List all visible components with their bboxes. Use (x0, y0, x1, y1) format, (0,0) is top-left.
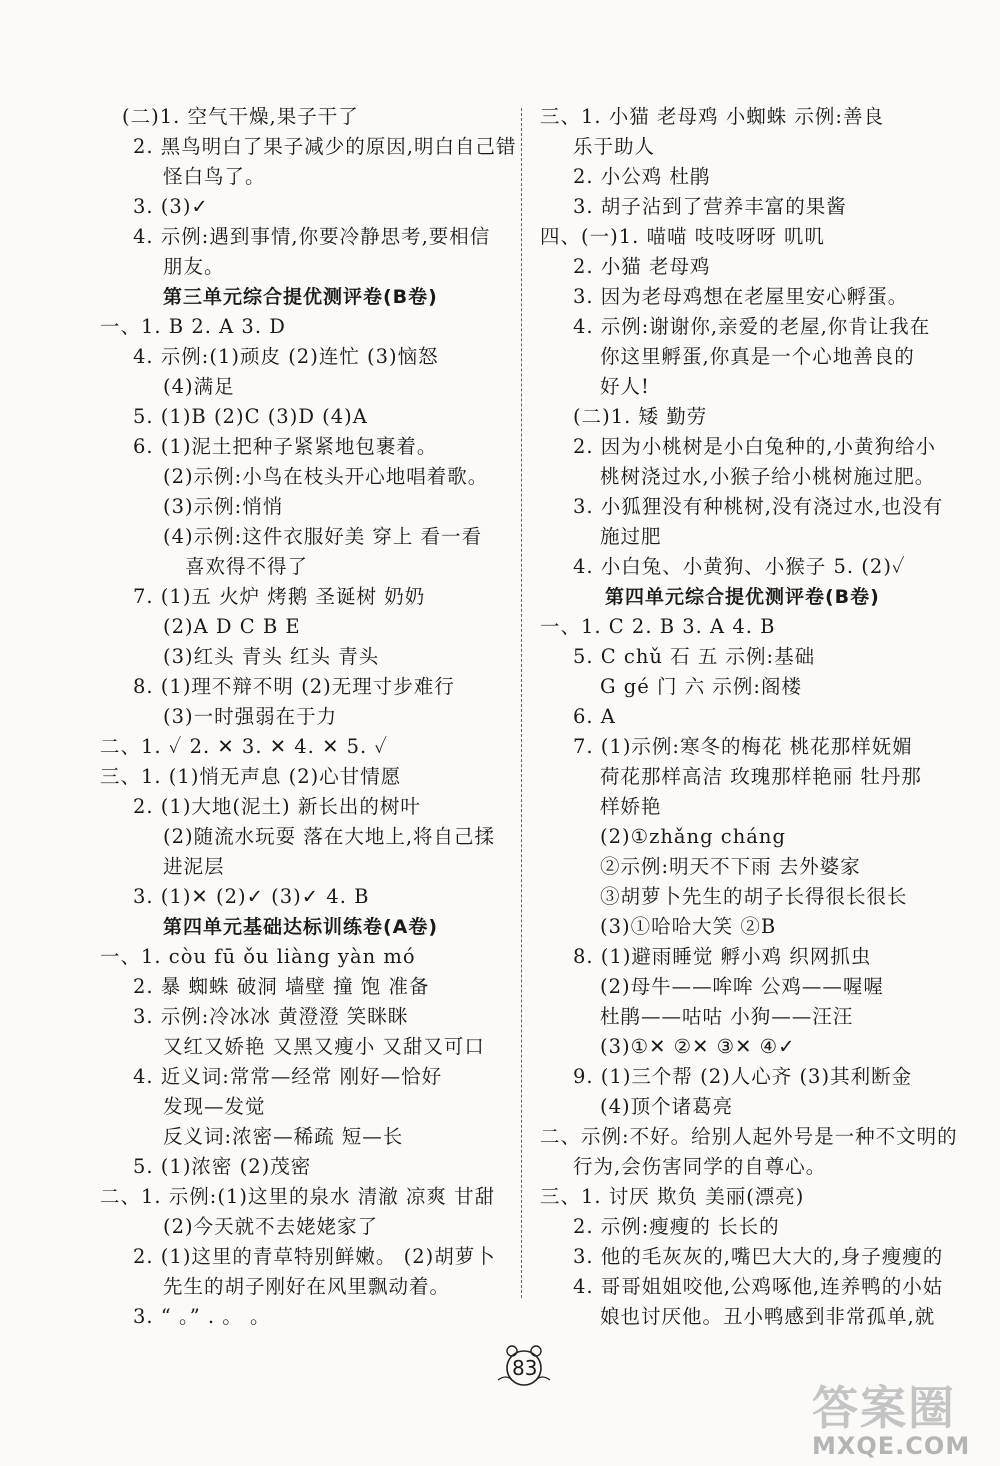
answer-line: 你这里孵蛋,你真是一个心地善良的 (600, 345, 915, 368)
answer-line: 3. 小狐狸没有种桃树,没有浇过水,也没有 (573, 495, 944, 518)
answer-line: 先生的胡子刚好在风里飘动着。 (163, 1275, 451, 1298)
answer-line: 反义词:浓密—稀疏 短—长 (163, 1125, 404, 1148)
answer-line: 好人! (600, 375, 650, 398)
answer-line: 荷花那样高洁 玫瑰那样艳丽 牡丹那 (600, 765, 922, 788)
answer-line: (二)1. 矮 勤劳 (573, 405, 708, 428)
answer-line: 2. 小猫 老母鸡 (573, 255, 711, 278)
answer-line: 7. (1)五 火炉 烤鹅 圣诞树 奶奶 (133, 585, 426, 608)
answer-line: 4. 哥哥姐姐咬他,公鸡啄他,连养鸭的小姑 (573, 1275, 944, 1298)
answer-line: 三、1. 小猫 老母鸡 小蜘蛛 示例:善良 (540, 105, 884, 128)
answer-line: 3. (3)✓ (133, 195, 209, 218)
answer-line: ②示例:明天不下雨 去外婆家 (600, 855, 861, 878)
answer-line: 一、1. B 2. A 3. D (100, 315, 286, 338)
answer-line: 6. A (573, 705, 616, 728)
answer-line: (3)示例:悄悄 (163, 495, 284, 518)
answer-line: 二、1. 示例:(1)这里的泉水 清澈 凉爽 甘甜 (100, 1185, 496, 1208)
answer-line: 二、示例:不好。给别人起外号是一种不文明的 (540, 1125, 958, 1148)
answer-line: (4)满足 (163, 375, 235, 398)
answer-line: 9. (1)三个帮 (2)人心齐 (3)其利断金 (573, 1065, 913, 1088)
section-heading: 第四单元综合提优测评卷(B卷) (605, 586, 880, 608)
answer-line: 怪白鸟了。 (163, 165, 266, 188)
answer-line: 喜欢得不得了 (185, 555, 309, 578)
section-heading: 第三单元综合提优测评卷(B卷) (163, 286, 438, 308)
answer-line: 4. 示例:遇到事情,你要冷静思考,要相信 (133, 225, 491, 248)
answer-line: (2)母牛——哞哞 公鸡——喔喔 (600, 975, 884, 998)
answer-line: (3)①哈哈大笑 ②B (600, 915, 777, 938)
answer-line: 娘也讨厌他。丑小鸭感到非常孤单,就 (600, 1305, 936, 1328)
answer-line: 4. 示例:(1)顽皮 (2)连忙 (3)恼怒 (133, 345, 439, 368)
answer-line: 7. (1)示例:寒冬的梅花 桃花那样妩媚 (573, 735, 913, 758)
answer-line: 2. 示例:瘦瘦的 长长的 (573, 1215, 780, 1238)
answer-line: 8. (1)避雨睡觉 孵小鸡 织网抓虫 (573, 945, 872, 968)
answer-line: (二)1. 空气干燥,果子干了 (122, 105, 359, 128)
answer-line: 4. 近义词:常常—经常 刚好—恰好 (133, 1065, 443, 1088)
answer-line: 5. C chǔ 石 五 示例:基础 (573, 645, 816, 668)
answer-line: 2. 暴 蜘蛛 破洞 墙壁 撞 饱 准备 (133, 975, 430, 998)
answer-line: 3. 他的毛灰灰的,嘴巴大大的,身子瘦瘦的 (573, 1245, 944, 1268)
answer-line: 3. (1)✕ (2)✓ (3)✓ 4. B (133, 885, 370, 908)
answer-line: 三、1. (1)悄无声息 (2)心甘情愿 (100, 765, 402, 788)
answer-line: 3. 胡子沾到了营养丰富的果酱 (573, 195, 847, 218)
answer-line: (4)顶个诸葛亮 (600, 1095, 734, 1118)
watermark-url: MXQE.COM (812, 1432, 971, 1460)
answer-line: (3)红头 青头 红头 青头 (163, 645, 380, 668)
watermark-mark: 答案圈 (812, 1381, 956, 1435)
column-divider (521, 108, 522, 1298)
answer-line: (4)示例:这件衣服好美 穿上 看一看 (163, 525, 483, 548)
answer-line: 一、1. C 2. B 3. A 4. B (540, 615, 776, 638)
answer-line: 施过肥 (600, 525, 662, 548)
answer-line: 2. 黑鸟明白了果子减少的原因,明白自己错 (133, 135, 517, 158)
answer-line: 4. 示例:谢谢你,亲爱的老屋,你肯让我在 (573, 315, 931, 338)
answer-line: 4. 小白兔、小黄狗、小猴子 5. (2)✓ (573, 555, 906, 578)
answer-line: (2)①zhǎng cháng (600, 825, 786, 848)
answer-line: 一、1. còu fū ǒu liàng yàn mó (100, 945, 416, 968)
answer-line: 5. (1)浓密 (2)茂密 (133, 1155, 312, 1178)
answer-line: 8. (1)理不辩不明 (2)无理寸步难行 (133, 675, 455, 698)
answer-line: 又红又娇艳 又黑又瘦小 又甜又可口 (163, 1035, 485, 1058)
answer-line: G gé 门 六 示例:阁楼 (600, 675, 802, 698)
answer-line: 三、1. 讨厌 欺负 美丽(漂亮) (540, 1185, 805, 1208)
answer-line: 6. (1)泥土把种子紧紧地包裹着。 (133, 435, 438, 458)
answer-line: 桃树浇过水,小猴子给小桃树施过肥。 (600, 465, 936, 488)
page-number: 83 (512, 1356, 538, 1380)
answer-line: 朋友。 (163, 255, 225, 278)
answer-line: (2)A D C B E (163, 615, 301, 638)
answer-line: (2)今天就不去姥姥家了 (163, 1215, 379, 1238)
answer-line: 二、1. ✓ 2. ✕ 3. ✕ 4. ✕ 5. ✓ (100, 735, 388, 758)
answer-line: 杜鹃——咕咕 小狗——汪汪 (600, 1005, 854, 1028)
section-heading: 第四单元基础达标训练卷(A卷) (163, 916, 439, 938)
answer-line: 2. 小公鸡 杜鹃 (573, 165, 711, 188)
answer-line: 2. (1)大地(泥土) 新长出的树叶 (133, 795, 421, 818)
answer-line: 样娇艳 (600, 795, 662, 818)
answer-line: 进泥层 (163, 855, 225, 878)
answer-line: 3. 示例:冷冰冰 黄澄澄 笑眯眯 (133, 1005, 409, 1028)
answer-line: (2)随流水玩耍 落在大地上,将自己揉 (163, 825, 496, 848)
answer-line: 3. “ 。” . 。 。 (133, 1305, 271, 1328)
answer-line: 2. (1)这里的青草特别鲜嫩。 (2)胡萝卜 (133, 1245, 496, 1268)
answer-line: (3)一时强弱在于力 (163, 705, 338, 728)
answer-line: 行为,会伤害同学的自尊心。 (573, 1155, 827, 1178)
answer-line: 发现—发觉 (163, 1095, 266, 1118)
answer-line: 3. 因为老母鸡想在老屋里安心孵蛋。 (573, 285, 909, 308)
answer-line: ③胡萝卜先生的胡子长得很长很长 (600, 885, 908, 908)
answer-line: 乐于助人 (573, 135, 656, 158)
answer-line: 5. (1)B (2)C (3)D (4)A (133, 405, 368, 428)
answer-line: (3)①✕ ②✕ ③✕ ④✓ (600, 1035, 796, 1058)
answer-line: 2. 因为小桃树是小白兔种的,小黄狗给小 (573, 435, 937, 458)
answer-line: 四、(一)1. 喵喵 吱吱呀呀 叽叽 (540, 225, 825, 248)
answer-line: (2)示例:小鸟在枝头开心地唱着歌。 (163, 465, 489, 488)
